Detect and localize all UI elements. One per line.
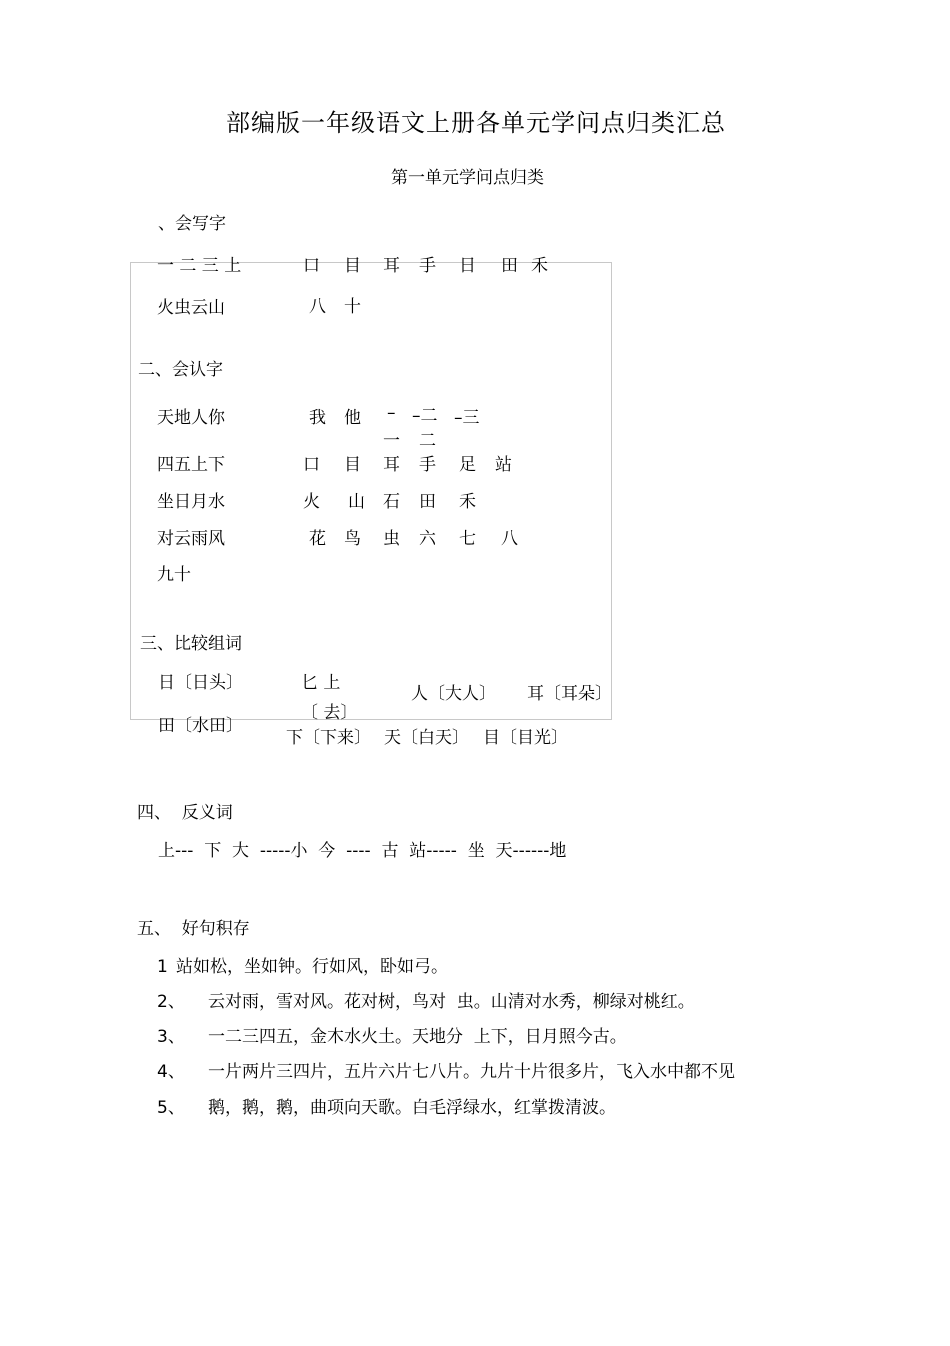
- char-group: 火虫云山: [157, 298, 225, 318]
- char-group: 对云雨风: [157, 529, 225, 549]
- char: 日: [459, 256, 476, 276]
- sentence-number: 4、: [157, 1062, 185, 1082]
- sentence-number: 2、: [157, 992, 185, 1012]
- char-group: 一 二 三 上: [157, 256, 242, 276]
- sentence-number: 1: [157, 957, 168, 977]
- char: 站: [495, 455, 512, 475]
- char: 我: [309, 408, 326, 428]
- word-pair: 人〔大人〕: [411, 684, 496, 704]
- word-pair: 下〔下来〕: [286, 728, 371, 748]
- char-group: 四五上下: [157, 455, 225, 475]
- char: 六: [419, 529, 436, 549]
- char: 耳: [383, 256, 400, 276]
- word-pair: 〔 去〕: [301, 703, 358, 723]
- section-heading-sentences: 五、 好句积存: [137, 919, 250, 939]
- char: 一: [383, 431, 400, 451]
- char: 足: [459, 455, 476, 475]
- char: 七: [459, 529, 476, 549]
- word-pair: 日〔日头〕: [158, 673, 243, 693]
- char: 花: [309, 529, 326, 549]
- char: 目: [344, 455, 361, 475]
- sentence-text: 鹅，鹅，鹅，曲项向天歌。白毛浮绿水，红掌拨清波。: [208, 1098, 616, 1118]
- char: 耳: [383, 455, 400, 475]
- word-pair: 耳〔耳朵〕: [527, 684, 612, 704]
- char: 二: [419, 431, 436, 451]
- char: –三: [454, 408, 480, 428]
- section-heading-compare: 三、比较组词: [140, 634, 242, 654]
- section-heading-antonyms: 四、 反义词: [137, 803, 233, 823]
- char: 禾: [531, 256, 548, 276]
- char: 山: [348, 492, 365, 512]
- sentence-text: 一片两片三四片，五片六片七八片。九片十片很多片，飞入水中都不见: [208, 1062, 735, 1082]
- sentence-text: 一二三四五，金木水火土。天地分 上下，日月照今古。: [208, 1027, 627, 1047]
- sentence-text: 云对雨，雪对风。花对树，鸟对 虫。山清对水秀，柳绿对桃红。: [208, 992, 695, 1012]
- char: 八: [309, 297, 326, 317]
- char: 田: [501, 256, 518, 276]
- sentence-text: 站如松，坐如钟。行如风，卧如弓。: [176, 957, 448, 977]
- word-pair: 天〔白天〕: [384, 728, 469, 748]
- section-heading-write: 、会写字: [158, 214, 226, 234]
- char: 鸟: [344, 529, 361, 549]
- char: 火: [303, 492, 320, 512]
- char: 口: [303, 455, 320, 475]
- word-pair: 田〔水田〕: [158, 716, 243, 736]
- char: 手: [419, 256, 436, 276]
- char-group: 天地人你: [157, 408, 225, 428]
- unit-title: 第一单元学问点归类: [391, 168, 544, 188]
- sentence-number: 5、: [157, 1098, 185, 1118]
- char: –: [387, 403, 396, 423]
- char: 八: [501, 529, 518, 549]
- page-title: 部编版一年级语文上册各单元学问点归类汇总: [226, 109, 726, 137]
- section-heading-recognize: 二、会认字: [138, 360, 223, 380]
- word-pair: 匕 上: [301, 673, 341, 693]
- word-pair: 目〔目光〕: [483, 728, 568, 748]
- char: 虫: [383, 529, 400, 549]
- char: 石: [383, 492, 400, 512]
- char: 手: [419, 455, 436, 475]
- char-group: 九十: [157, 565, 191, 585]
- char: 口: [303, 256, 320, 276]
- char: 他: [344, 408, 361, 428]
- char-group: 坐日月水: [157, 492, 225, 512]
- char: 目: [344, 256, 361, 276]
- char: 十: [344, 297, 361, 317]
- char: –二: [412, 406, 438, 426]
- antonym-line: 上--- 下 大 -----小 今 ---- 古 站----- 坐 天------地: [158, 841, 567, 861]
- char: 禾: [459, 492, 476, 512]
- sentence-number: 3、: [157, 1027, 185, 1047]
- char: 田: [419, 492, 436, 512]
